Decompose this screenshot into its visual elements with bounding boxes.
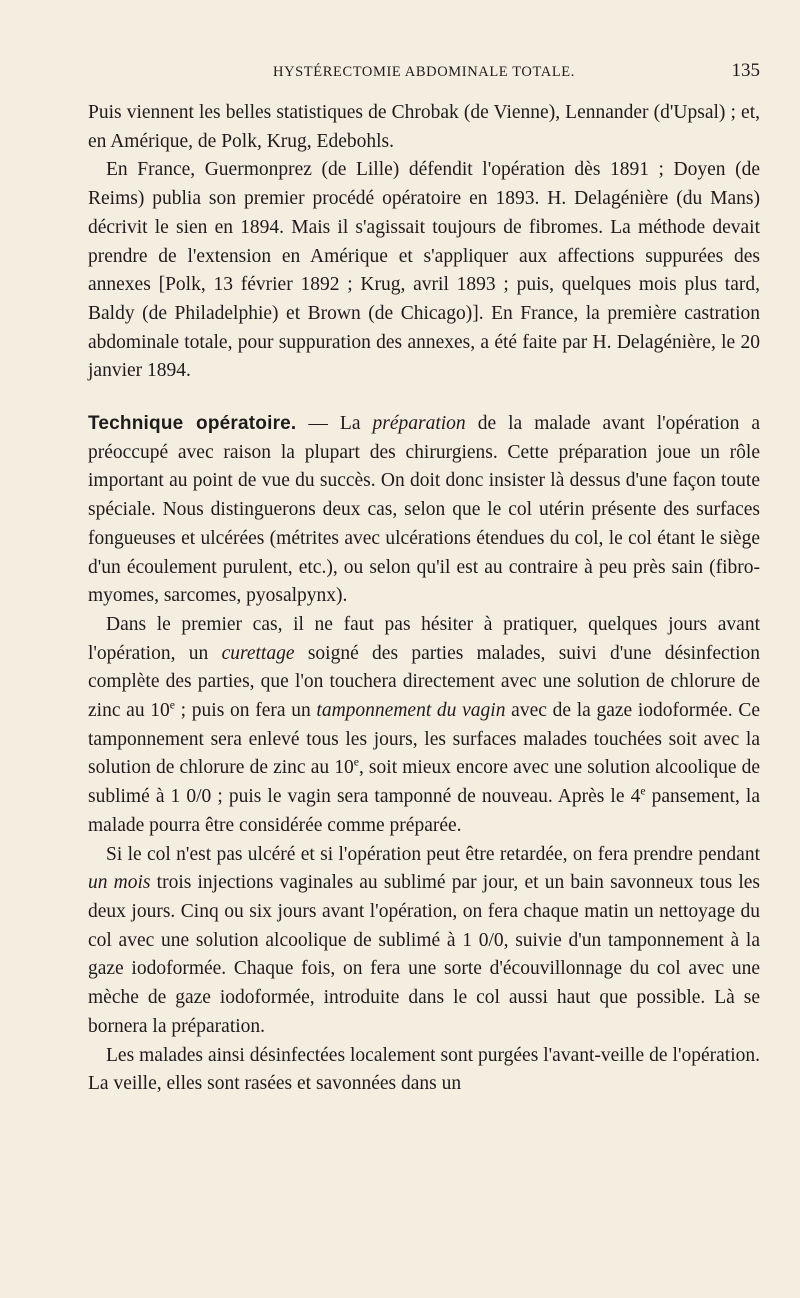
running-header bbox=[88, 60, 760, 90]
text-run: , soit mieux encore avec une solution alcoolique de sublimé à 1 0/0 ; puis le vagin sera tamponné de nouveau. Après le 4 bbox=[88, 757, 761, 808]
body-text bbox=[88, 99, 760, 1099]
text-run: trois injections vaginales au sublimé par jour, et un bain savonneux tous les deux jours. Cinq ou six jours avant l'opération, on fera chaque matin un nettoyage du col avec une solution alcoolique de sublimé à 1 0/0, suivie d'un tamponnement à la gaze iodoformée. Chaque fois, on fera une sorte d'écouvillonnage du col avec une mèche de gaze iodoformée, introduite dans le col aussi haut que possible. Là se bornera la préparation. bbox=[88, 872, 760, 1037]
paragraph bbox=[88, 611, 760, 841]
italic-term: curettage bbox=[221, 642, 295, 664]
section-paragraph-technique bbox=[88, 410, 760, 611]
page-number: 135 bbox=[731, 60, 760, 81]
running-title: HYSTÉRECTOMIE ABDOMINALE TOTALE. bbox=[273, 64, 575, 80]
text-run: — La bbox=[296, 413, 373, 435]
italic-term: un mois bbox=[88, 872, 151, 894]
text-run: ; puis on fera un bbox=[174, 700, 317, 722]
text-run: pansement, la malade pourra être considérée comme préparée. bbox=[88, 786, 760, 836]
text-run: avec de la gaze iodoformée. Ce tamponnement sera enlevé tous les jours, les surfaces malades touchées soit avec la solution de chlorure de zinc au 10 bbox=[88, 700, 761, 779]
paragraph: Puis viennent les belles statistiques de Chrobak (de Vienne), Lennander (d'Upsal) ; et, en Amérique, de Polk, Krug, Edebohls. bbox=[88, 102, 760, 152]
superscript: e bbox=[640, 784, 646, 798]
paragraph: Les malades ainsi désinfectées localement sont purgées l'avant-veille de l'opération. La veille, elles sont rasées et savonnées dans un bbox=[88, 1044, 760, 1095]
text-run: soigné des parties malades, suivi d'une désinfection complète des parties, que l'on touchera directement avec une solution de chlorure de zinc au 10 bbox=[88, 642, 760, 722]
text-run: Si le col n'est pas ulcéré et si l'opération peut être retardée, on fera prendre pendant bbox=[106, 843, 760, 865]
italic-term: préparation bbox=[372, 413, 466, 435]
superscript: e bbox=[353, 755, 359, 769]
italic-term: tamponnement du vagin bbox=[316, 700, 506, 722]
paragraph bbox=[88, 841, 760, 1042]
text-run: Dans le premier cas, il ne faut pas hésiter à pratiquer, quelques jours avant l'opération, un bbox=[88, 613, 760, 664]
superscript: e bbox=[169, 698, 175, 712]
paragraph: En France, Guermonprez (de Lille) défendit l'opération dès 1891 ; Doyen (de Reims) publia son premier procédé opératoire en 1893. H. Delagénière (du Mans) décrivit le sien en 1894. Mais il s'agissait toujours de fibromes. La méthode devait prendre de l'extension en Amérique et s'appliquer aux affections suppurées des annexes [Polk, 13 février 1892 ; Krug, avril 1893 ; puis, quelques mois plus tard, Baldy (de Philadelphie) et Brown (de Chicago)]. En France, la première castration abdominale totale, pour suppuration des annexes, a été faite par H. Delagénière, le 20 janvier 1894. bbox=[88, 159, 760, 382]
section-heading: Technique opératoire. bbox=[88, 413, 297, 435]
text-run: de la malade avant l'opération a préoccupé avec raison la plupart des chirurgiens. Cette préparation joue un rôle important au point de vue du succès. On doit donc insister là dessus d'une façon toute spéciale. Nous distinguerons deux cas, selon que le col utérin présente des surfaces fongueuses et ulcérées (métrites avec ulcérations étendues du col, le col étant le siège d'un écoulement purulent, etc.), ou selon qu'il est au contraire à peu près sain (fibro-myomes, sarcomes, pyosalpynx). bbox=[88, 413, 760, 607]
